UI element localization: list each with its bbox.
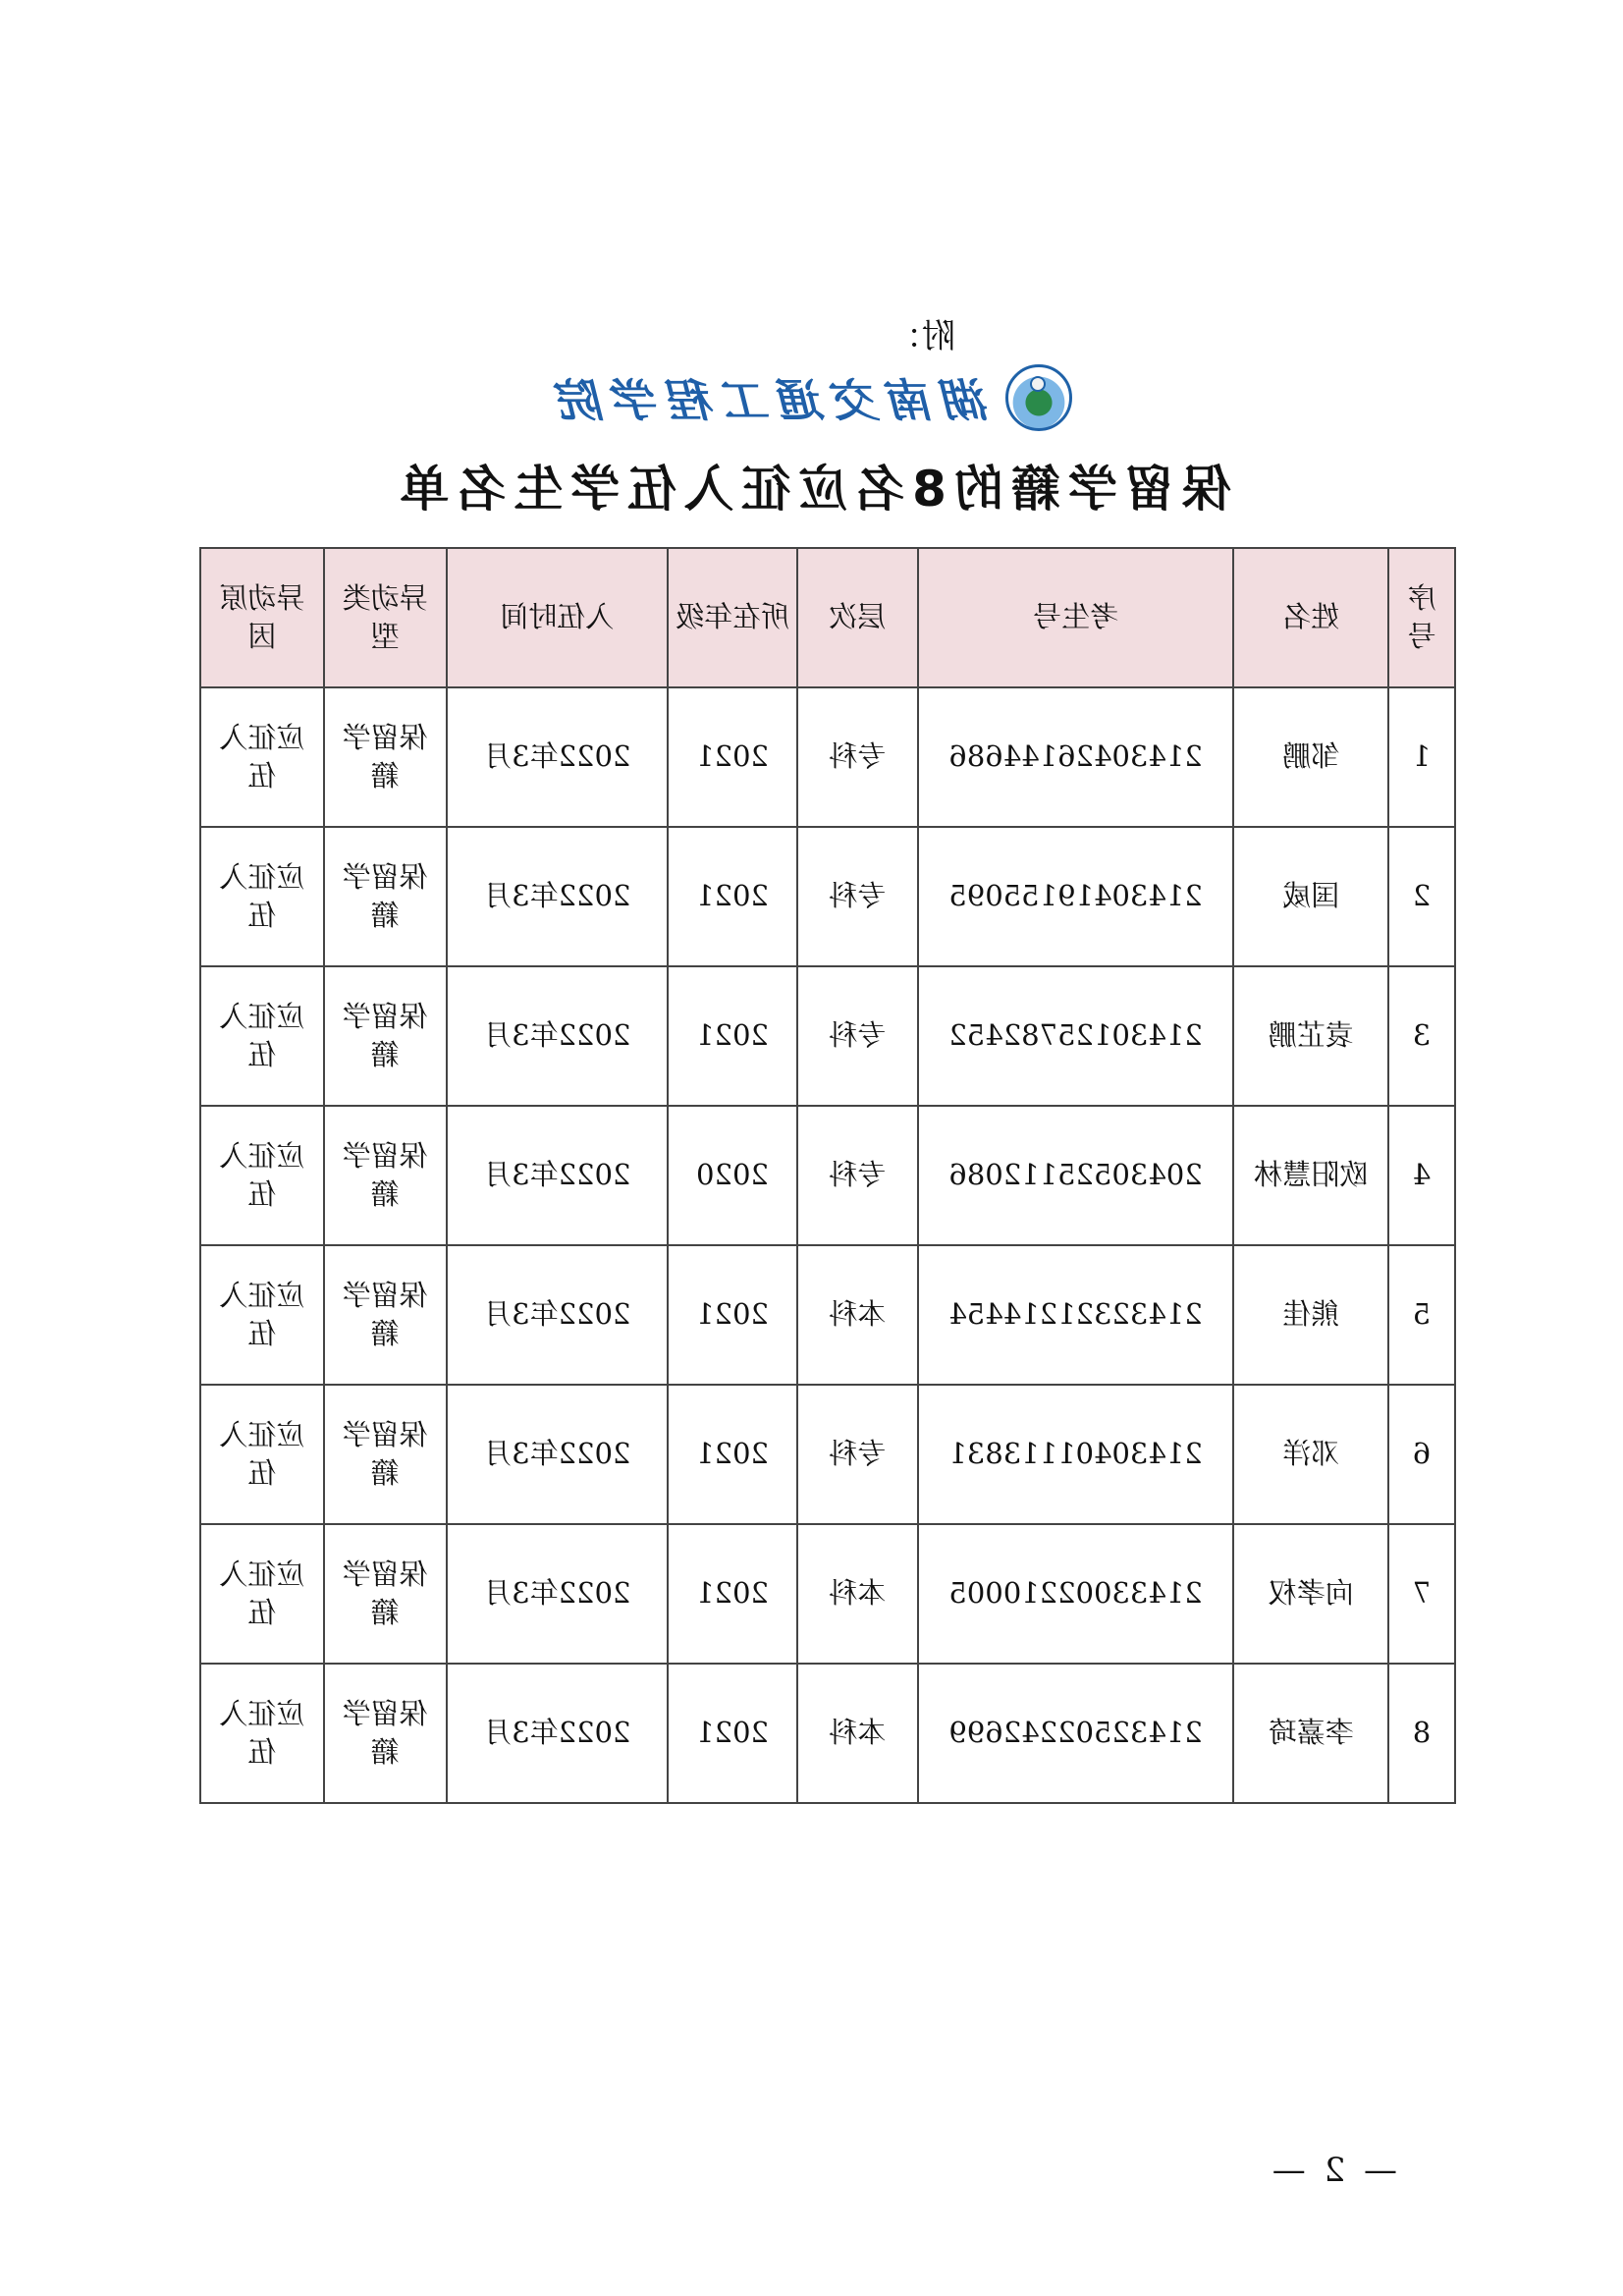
cell-change-reason: 应征入伍	[200, 1524, 324, 1664]
table-row	[200, 827, 1455, 966]
cell-grade: 2021	[668, 966, 797, 1106]
cell-level: 本科	[797, 1524, 918, 1664]
header-enlist-time: 入伍时间	[447, 548, 669, 687]
cell-grade: 2021	[668, 827, 797, 966]
table-row	[200, 687, 1455, 827]
page-number: — 2 —	[1268, 2151, 1397, 2190]
table-row	[200, 966, 1455, 1106]
cell-seq: 3	[1388, 966, 1455, 1106]
cell-level: 专科	[797, 966, 918, 1106]
header-name: 姓名	[1233, 548, 1388, 687]
cell-change-reason: 应征入伍	[200, 1664, 324, 1803]
cell-change-reason: 应征入伍	[200, 687, 324, 827]
cell-change-type: 保留学籍	[324, 687, 447, 827]
table-row	[200, 1524, 1455, 1664]
header-grade: 所在年级	[668, 548, 797, 687]
cell-enlist-time: 2022年3月	[447, 1385, 669, 1524]
cell-enlist-time: 2022年3月	[447, 1524, 669, 1664]
cell-name: 袁芷鹏	[1233, 966, 1388, 1106]
cell-seq: 5	[1388, 1245, 1455, 1385]
cell-grade: 2021	[668, 1245, 797, 1385]
cell-enlist-time: 2022年3月	[447, 1245, 669, 1385]
cell-exam-no: 21430426144686	[918, 687, 1234, 827]
header-change-reason: 异动原因	[200, 548, 324, 687]
cell-seq: 2	[1388, 827, 1455, 966]
table-row	[200, 1385, 1455, 1524]
cell-exam-no: 20430525112086	[918, 1106, 1234, 1245]
cell-seq: 7	[1388, 1524, 1455, 1664]
cell-enlist-time: 2022年3月	[447, 966, 669, 1106]
cell-change-reason: 应征入伍	[200, 1245, 324, 1385]
cell-exam-no: 21430419155095	[918, 827, 1234, 966]
cell-change-reason: 应征入伍	[200, 827, 324, 966]
cell-grade: 2020	[668, 1106, 797, 1245]
cell-change-type: 保留学籍	[324, 1245, 447, 1385]
cell-name: 李嘉琦	[1233, 1664, 1388, 1803]
cell-seq: 1	[1388, 687, 1455, 827]
cell-exam-no: 21430125782452	[918, 966, 1234, 1106]
table-header-row	[200, 548, 1455, 687]
college-banner	[0, 363, 1623, 432]
cell-exam-no: 21432321214454	[918, 1245, 1234, 1385]
cell-level: 本科	[797, 1664, 918, 1803]
table-row	[200, 1106, 1455, 1245]
cell-change-type: 保留学籍	[324, 1385, 447, 1524]
cell-exam-no: 21432502242699	[918, 1664, 1234, 1803]
cell-seq: 4	[1388, 1106, 1455, 1245]
cell-change-type: 保留学籍	[324, 1524, 447, 1664]
cell-enlist-time: 2022年3月	[447, 1106, 669, 1245]
header-exam-no: 考生号	[918, 548, 1234, 687]
cell-grade: 2021	[668, 1664, 797, 1803]
cell-enlist-time: 2022年3月	[447, 1664, 669, 1803]
student-table	[199, 547, 1456, 1804]
cell-grade: 2021	[668, 687, 797, 827]
cell-name: 国威	[1233, 827, 1388, 966]
cell-level: 专科	[797, 1385, 918, 1524]
cell-name: 熊佳	[1233, 1245, 1388, 1385]
cell-seq: 8	[1388, 1664, 1455, 1803]
attachment-label: 附：	[889, 317, 955, 356]
cell-level: 专科	[797, 827, 918, 966]
header-change-type: 异动类型	[324, 548, 447, 687]
college-logo-icon	[1006, 364, 1073, 431]
cell-seq: 6	[1388, 1385, 1455, 1524]
cell-exam-no: 21433002210005	[918, 1524, 1234, 1664]
cell-name: 邓洋	[1233, 1385, 1388, 1524]
cell-name: 欧阳慧林	[1233, 1106, 1388, 1245]
cell-change-type: 保留学籍	[324, 966, 447, 1106]
cell-change-type: 保留学籍	[324, 827, 447, 966]
cell-name: 向孝权	[1233, 1524, 1388, 1664]
table-row	[200, 1664, 1455, 1803]
cell-grade: 2021	[668, 1385, 797, 1524]
cell-level: 专科	[797, 687, 918, 827]
cell-enlist-time: 2022年3月	[447, 687, 669, 827]
college-name: 湖南交通工程学院	[550, 374, 991, 427]
cell-change-type: 保留学籍	[324, 1664, 447, 1803]
cell-level: 专科	[797, 1106, 918, 1245]
cell-exam-no: 21430401113831	[918, 1385, 1234, 1524]
cell-change-reason: 应征入伍	[200, 1385, 324, 1524]
cell-enlist-time: 2022年3月	[447, 827, 669, 966]
header-level: 层次	[797, 548, 918, 687]
cell-change-type: 保留学籍	[324, 1106, 447, 1245]
cell-grade: 2021	[668, 1524, 797, 1664]
cell-level: 本科	[797, 1245, 918, 1385]
cell-change-reason: 应征入伍	[200, 966, 324, 1106]
cell-change-reason: 应征入伍	[200, 1106, 324, 1245]
header-seq: 序号	[1388, 548, 1455, 687]
cell-name: 邹鹏	[1233, 687, 1388, 827]
page-title: 保留学籍的8名应征入伍学生名单	[392, 461, 1231, 518]
table-row	[200, 1245, 1455, 1385]
